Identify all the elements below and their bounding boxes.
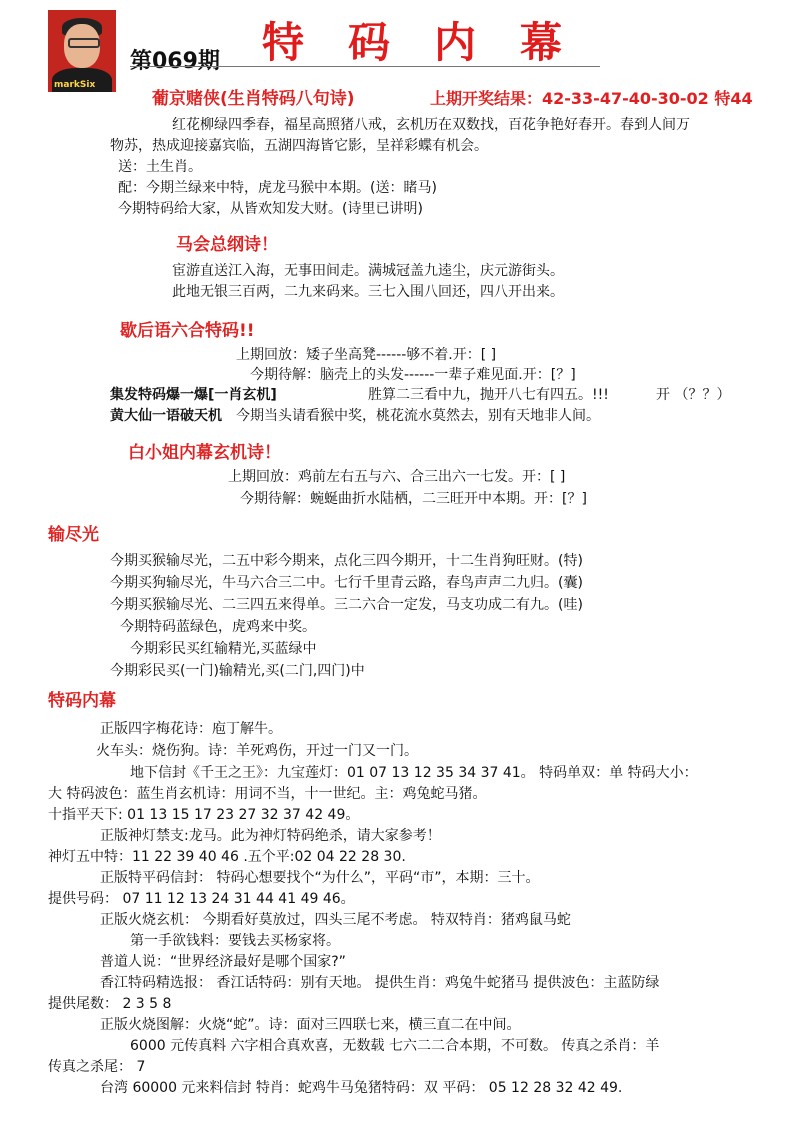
issue-number: 第069期 [130,49,220,74]
bold-label: 集发特码爆一爆[一肖玄机] [110,387,277,403]
text-line: 上期回放：矮子坐高凳------够不着.开：[ ] [236,347,497,363]
text-line: 配：今期兰绿来中特，虎龙马猴中本期。(送：睹马) [118,180,437,196]
text-line: 普道人说：“世界经济最好是哪个国家?” [100,954,346,970]
text-line: 正版火烧图解：火烧“蛇”。诗：面对三四联七来，横三直二在中间。 [100,1017,521,1033]
text-line: 今期特码给大家，从皆欢知发大财。(诗里已讲明) [118,201,423,217]
text-line: 今期当头请看猴中奖，桃花流水莫然去，别有天地非人间。 [236,408,600,424]
text-line: 今期特码蓝绿色，虎鸡来中奖。 [120,619,316,635]
text-line: 火车头：烧伤狗。诗：羊死鸡伤，开过一门又一门。 [96,743,418,759]
text-line: 上期回放：鸡前左右五与六、合三出六一七发。开：[ ] [228,469,566,485]
text-line: 今期待解：脑壳上的头发------一辈子难见面.开：[？] [250,367,576,383]
text-line: 传真之杀尾： 7 [48,1059,146,1075]
text-line: 今期买狗输尽光，牛马六合三二中。七行千里青云路，春鸟声声二九归。(囊) [110,575,583,591]
text-line: 今期买猴输尽光，二五中彩今期来，点化三四今期开，十二生肖狗旺财。(特) [110,553,583,569]
text-line: 此地无银三百两，二九来码来。三七入围八回还，四八开出来。 [172,284,564,300]
text-line: 第一手欲钱料：要钱去买杨家将。 [130,933,340,949]
section-title-xiehouyu: 歇后语六合特码!! [120,321,255,341]
text-line: 今期彩民买红输精光,买蓝绿中 [130,641,317,657]
text-line: 今期彩民买(一门)输精光,买(二门,四门)中 [110,663,365,679]
bold-label: 黄大仙一语破天机 [110,408,222,424]
text-line: 提供尾数： 2 3 5 8 [48,996,172,1012]
text-line: 今期待解：蜿蜒曲折水陆栖，二三旺开中本期。开：[？] [240,491,587,507]
text-line: 6000 元传真料 六字相合真欢喜，无数载 七六二二合本期，不可数。 传真之杀肖：羊 [130,1038,660,1054]
last-result: 上期开奖结果：42-33-47-40-30-02 特44 [430,89,753,108]
portrait-image [48,10,116,92]
title-divider [130,66,600,67]
section-title-pujing: 葡京赌侠(生肖特码八句诗) [152,89,355,109]
text-line: 提供号码： 07 11 12 13 24 31 44 41 49 46。 [48,891,355,907]
text-line: 宦游直送江入海，无事田间走。满城冠盖九逵尘，庆元游街头。 [172,263,564,279]
section-title-shujinguang: 输尽光 [48,525,99,545]
text-line: 送：土生肖。 [118,159,202,175]
text-line: 台湾 60000 元来料信封 特肖：蛇鸡牛马兔猪特码：双 平码： 05 12 28 32 42 49. [100,1080,623,1096]
text-line: 大 特码波色：蓝生肖玄机诗：用词不当，十一世纪。主：鸡兔蛇马猪。 [48,786,487,802]
text-line: 十指平天下: 01 13 15 17 23 27 32 37 42 49。 [48,807,360,823]
section-title-mahui: 马会总纲诗！ [176,235,278,255]
text-line: 今期买猴输尽光、二三四五来得单。三二六合一定发，马支功成二有九。(哇) [110,597,583,613]
text-line: 正版特平码信封： 特码心想要找个“为什么”，平码“市”，本期：三十。 [100,870,540,886]
page-title: 特码内幕 [262,18,607,67]
text-line: 胜算二三看中九，抛开八七有四五。!!! [368,387,609,403]
text-line: 正版四字梅花诗：庖丁解牛。 [100,721,282,737]
section-title-temaneimu: 特码内幕 [48,691,116,711]
portrait-logo: markSix [54,80,96,90]
text-line: 红花柳绿四季春，福星高照猪八戒，玄机历在双数找，百花争艳好春开。春到人间万 [172,117,690,133]
section-title-baixiaojie: 白小姐内幕玄机诗！ [128,443,281,463]
text-line: 神灯五中特：11 22 39 40 46 .五个平:02 04 22 28 30. [48,849,406,865]
text-line: 开 （？？） [656,387,731,403]
text-line: 地下信封《千王之王》：九宝莲灯：01 07 13 12 35 34 37 41。 特码单双：单 特码大小： [130,765,698,781]
text-line: 正版火烧玄机： 今期看好莫放过，四头三尾不考虑。 特双特肖：猪鸡鼠马蛇 [100,912,571,928]
text-line: 正版神灯禁支:龙马。此为神灯特码绝杀，请大家参考！ [100,828,441,844]
text-line: 物苏，热成迎接嘉宾临，五湖四海皆它影，呈祥彩蝶有机会。 [110,138,488,154]
text-line: 香江特码精选报： 香江话特码：别有天地。 提供生肖：鸡兔牛蛇猪马 提供波色：主蓝防绿 [100,975,660,991]
